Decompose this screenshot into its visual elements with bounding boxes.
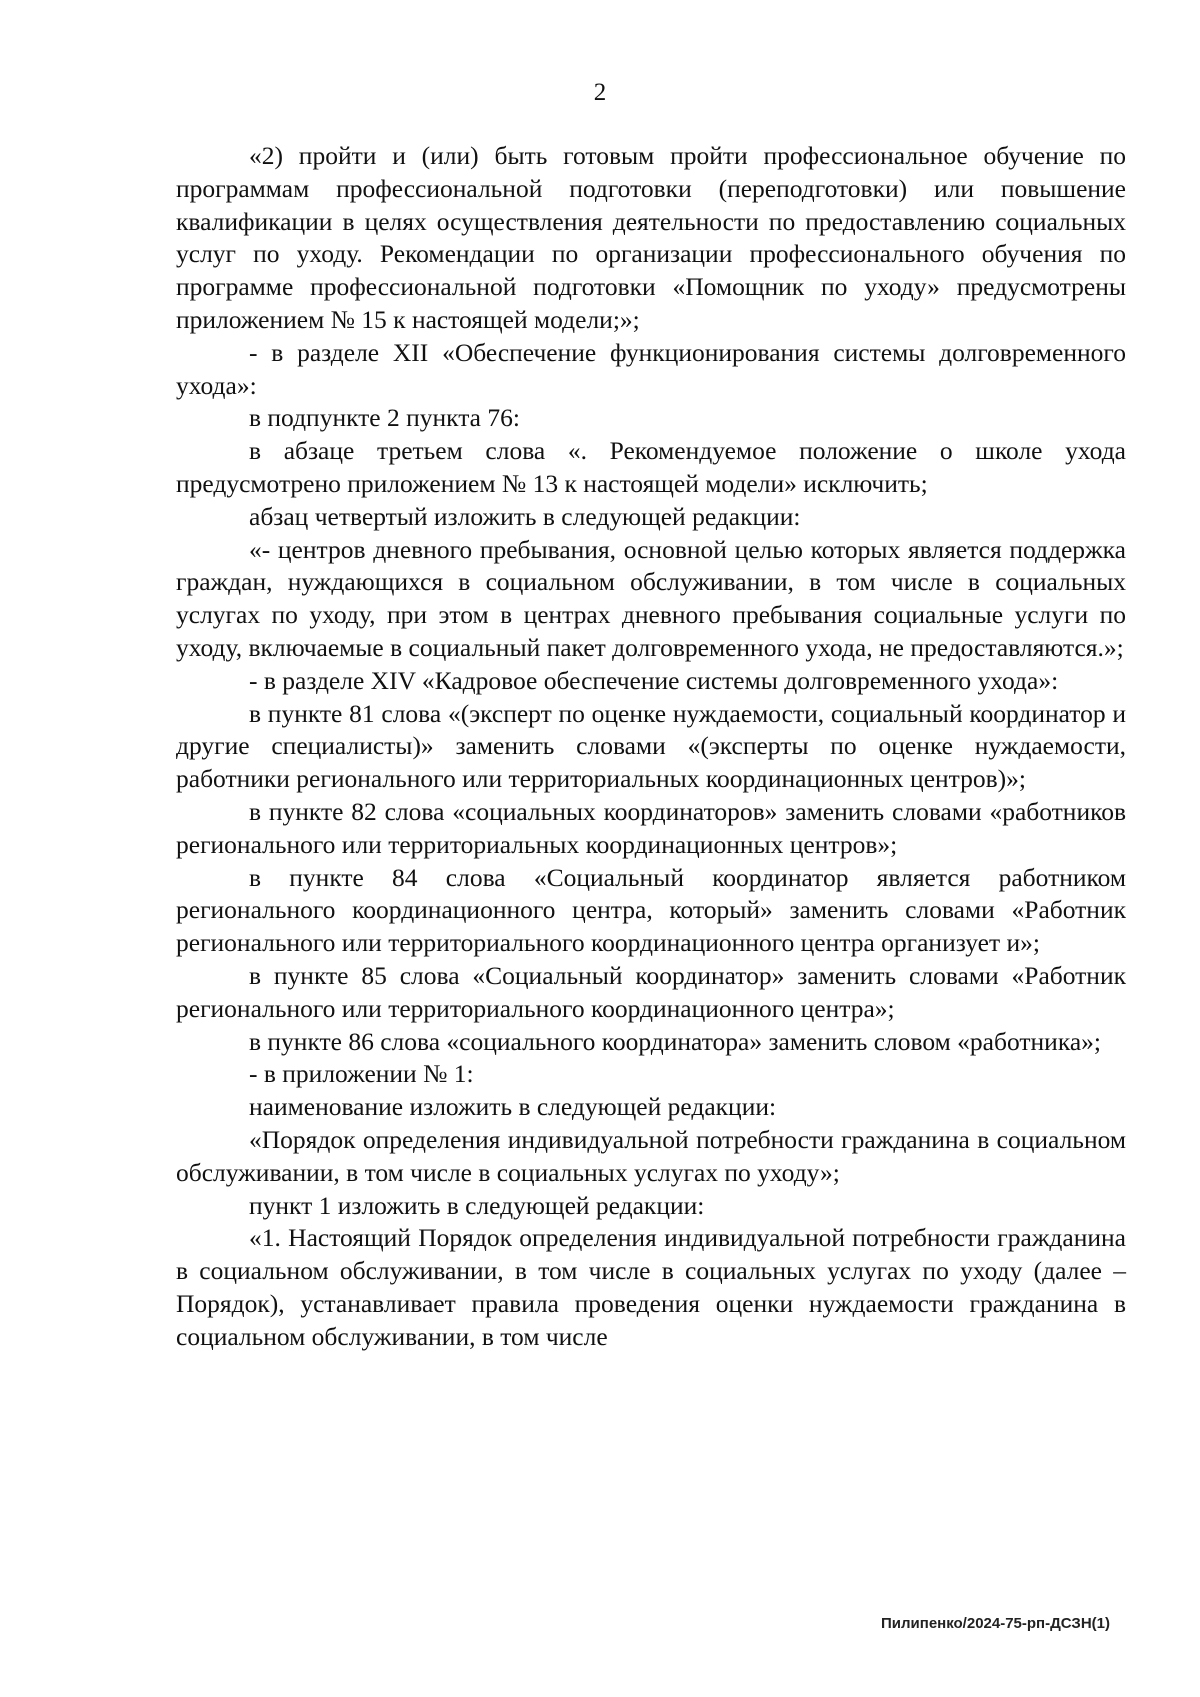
- paragraph-7: - в разделе XIV «Кадровое обеспечение системы долговременного ухода»:: [249, 665, 1059, 695]
- paragraph-8: в пункте 81 слова «(эксперт по оценке нуждаемости, социальный координатор и другие специалисты)» заменить словами «(эксперты по оценке нуждаемости, работники регионального или территориальных координационных центров)»;: [176, 698, 1126, 794]
- paragraph-10: в пункте 84 слова «Социальный координатор является работником регионального координационного центра, который» заменить словами «Работник регионального или территориального координационного центра организует и»;: [176, 862, 1126, 958]
- paragraph-13: - в приложении № 1:: [249, 1059, 474, 1089]
- document-body: [176, 140, 1126, 1353]
- paragraph-6: «- центров дневного пребывания, основной целью которых является поддержка граждан, нуждающихся в социальном обслуживании, в том числе в социальных услугах по уходу, при этом в центрах дневного пребывания социальные услуги по уходу, включаемые в социальный пакет долговременного ухода, не предоставляются.»;: [176, 534, 1126, 662]
- paragraph-4: в абзаце третьем слова «. Рекомендуемое положение о школе ухода предусмотрено приложением № 13 к настоящей модели» исключить;: [176, 436, 1126, 498]
- paragraph-15: «Порядок определения индивидуальной потребности гражданина в социальном обслуживании, в том числе в социальных услугах по уходу»;: [176, 1124, 1126, 1187]
- page-number: 2: [593, 79, 607, 106]
- paragraph-11: в пункте 85 слова «Социальный координатор» заменить словами «Работник регионального или территориального координационного центра»;: [176, 960, 1126, 1023]
- paragraph-3: в подпункте 2 пункта 76:: [249, 403, 520, 433]
- paragraph-14: наименование изложить в следующей редакции:: [249, 1092, 777, 1122]
- paragraph-12: в пункте 86 слова «социального координатора» заменить словом «работника»;: [249, 1026, 1101, 1056]
- paragraph-5: абзац четвертый изложить в следующей редакции:: [249, 501, 801, 531]
- document-registration-code: Пилипенко/2024-75-рп-ДСЗН(1): [881, 1615, 1110, 1632]
- paragraph-1: «2) пройти и (или) быть готовым пройти профессиональное обучение по программам профессиональной подготовки (переподготовки) или повышение квалификации в целях осуществления деятельности по предоставлению социальных услуг по уходу. Рекомендации по организации профессионального обучения по программе профессиональной подготовки «Помощник по уходу» предусмотрены приложением № 15 к настоящей модели;»;: [176, 141, 1126, 334]
- paragraph-9: в пункте 82 слова «социальных координаторов» заменить словами «работников регионального или территориальных координационных центров»;: [176, 796, 1126, 859]
- paragraph-2: - в разделе XII «Обеспечение функционирования системы долговременного ухода»:: [176, 337, 1126, 400]
- paragraph-17: «1. Настоящий Порядок определения индивидуальной потребности гражданина в социальном обслуживании, в том числе в социальных услугах по уходу (далее – Порядок), устанавливает правила проведения оценки нуждаемости гражданина в социальном обслуживании, в том числе: [176, 1223, 1126, 1351]
- paragraph-16: пункт 1 изложить в следующей редакции:: [249, 1190, 705, 1220]
